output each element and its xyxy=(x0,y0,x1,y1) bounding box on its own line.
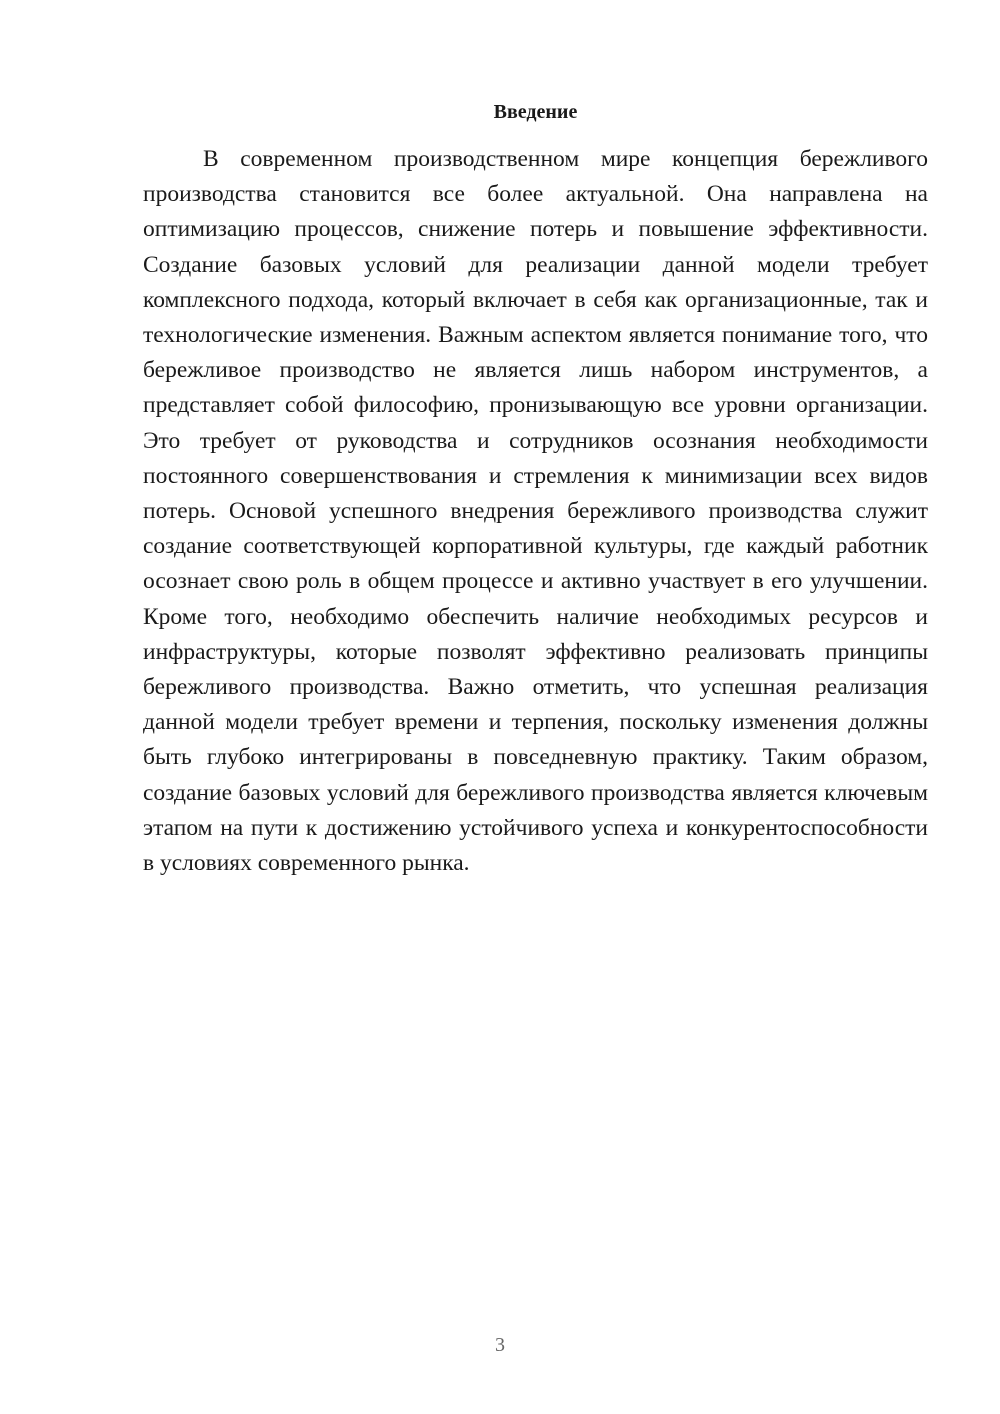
page-number: 3 xyxy=(495,1334,505,1356)
section-heading: Введение xyxy=(493,101,578,123)
body-paragraph: В современном производственном мире концепция бережливого производства становится все более актуальной. Она направлена на оптимизацию процессов, снижение потерь и повышение эффективности. Создание базовых условий для реализации данной модели требует комплексного подхода, который включает в себя как организационные, так и технологические изменения. Важным аспектом является понимание того, что бережливое производство не является лишь набором инструментов, а представляет собой философию, пронизывающую все уровни организации. Это требует от руководства и сотрудников осознания необходимости постоянного совершенствования и стремления к минимизации всех видов потерь. Основой успешного внедрения бережливого производства служит создание соответствующей корпоративной культуры, где каждый работник осознает свою роль в общем процессе и активно участвует в его улучшении. Кроме того, необходимо обеспечить наличие необходимых ресурсов и инфраструктуры, которые позволят эффективно реализовать принципы бережливого производства. Важно отметить, что успешная реализация данной модели требует времени и терпения, поскольку изменения должны быть глубоко интегрированы в повседневную практику. Таким образом, создание базовых условий для бережливого производства является ключевым этапом на пути к достижению устойчивого успеха и конкурентоспособности в условиях современного рынка. xyxy=(143,146,928,877)
